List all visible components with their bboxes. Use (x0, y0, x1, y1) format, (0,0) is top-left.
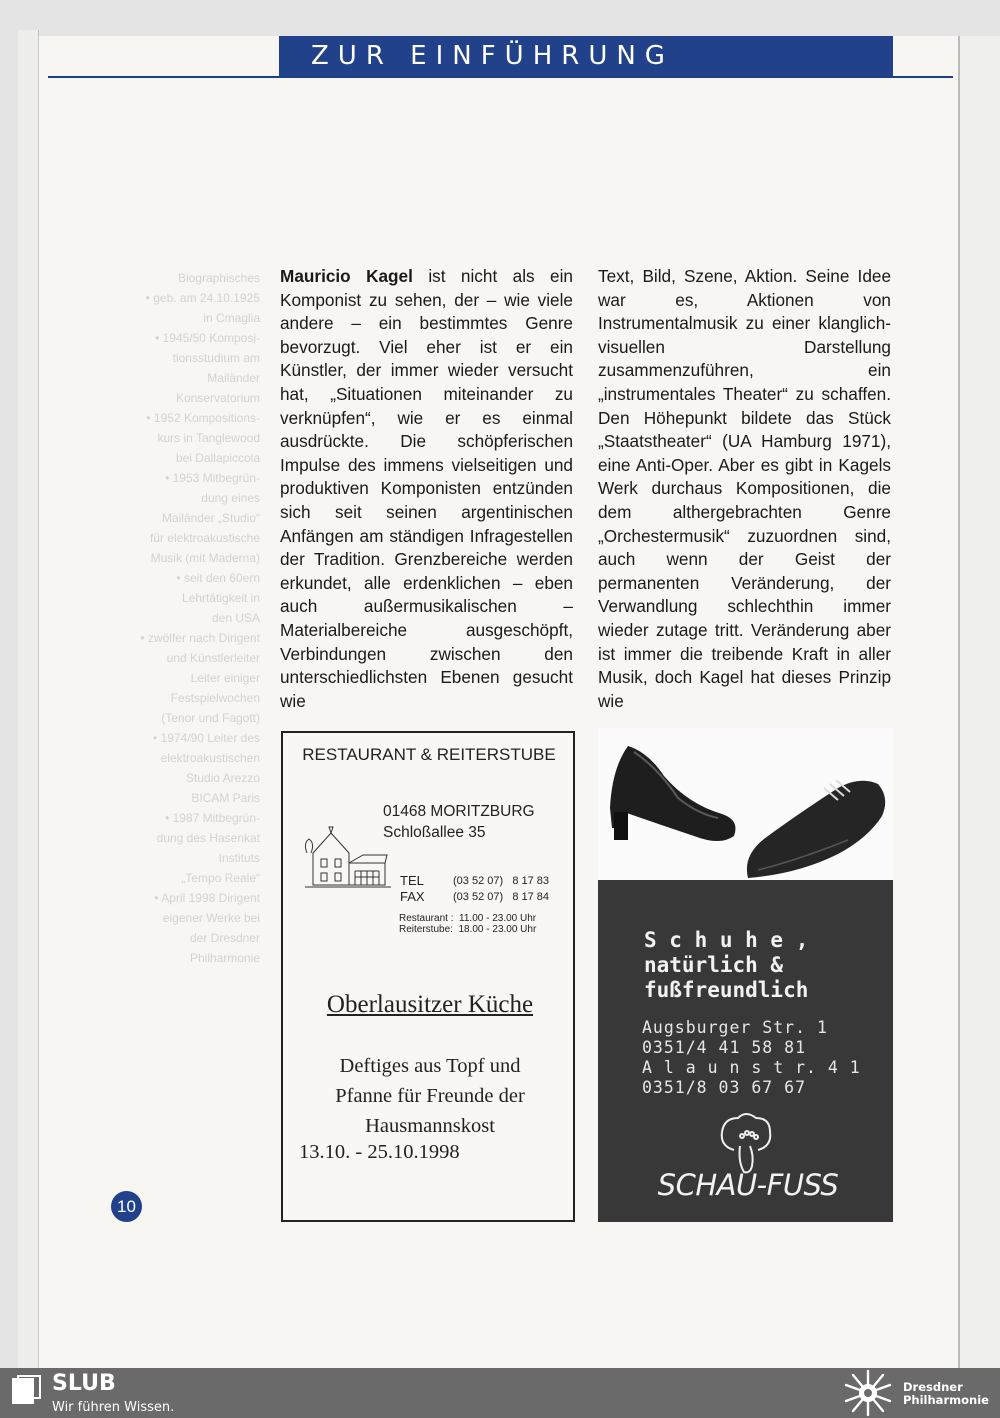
brand-logo-text: SCHAU-FUSS (657, 1168, 839, 1202)
library-tagline: Wir führen Wissen. (52, 1400, 175, 1415)
sidebar-biography: Biographisches • geb. am 24.10.1925 in Cmaglia • 1945/50 Komposi- tionsstudium am Mailänder Konservatorium • 1952 Kompositions- kurs in Tanglewood bei Dallapiccola • 1953 Mitbegrün- dung eines Mailänder „Studio“ für elektroakustische Musik (mit Maderna) • seit den 60ern Lehrtätigkeit in den USA • zwölfer nach Dirigent und Künstlerleiter Leiter einiger Festspielwochen (Tenor und Fagott) • 1974/90 Leiter des elektroakustischen Studio Arezzo BICAM Paris • 1987 Mitbegrün- dung des Hasenkat Instituts „Tempo Reale“ • April 1998 Dirigent eigener Werke bei der Dresdner Philharmonie (140, 271, 260, 965)
slogan-line-3: fußfreundlich (644, 978, 809, 1002)
column-1-text: ist nicht als ein Komponist zu sehen, der – wie viele andere – ein bestimmtes Genre bevorzugt. Viel eher ist er ein Künstler, der immer wieder versucht hat, „Situationen miteinander zu verknüpfen“, wie er es einmal ausdrückte. Die schöpferischen Impulse des immens vielseitigen und produktiven Komponisten entzünden sich seit seinen argentinischen Anfängen am ständigen Infragestellen der Tradition. Grenzbereiche werden erkundet, alle erdenklichen – eben auch außermusikalischen – Materialbereiche ausgeschöpft, Verbindungen zwischen den unterschiedlichsten Ebenen gesucht wie (280, 266, 573, 711)
cuisine-heading (297, 991, 563, 1019)
hours-reiterstube: Reiterstube: 18.00 - 23.00 Uhr (399, 924, 537, 935)
opening-hours (399, 913, 536, 935)
tel-fax-numbers (453, 873, 549, 905)
previous-page-edge (18, 30, 39, 1368)
column-2-text: Text, Bild, Szene, Aktion. Seine Idee war es, Aktionen von Instrumentalmusik zu einer klanglich-visuellen Darstellung zusammenzuführen, ein „instrumentales Theater“ zu schaffen. Den Höhepunkt bildete das Stück „Staatstheater“ (UA Hamburg 1971), eine Anti-Oper. Aber es gibt in Kagels Werk durchaus Kompositionen, die dem althergebrachten Genre „Orchestermusik“ zuzuordnen sind, auch wenn der Geist der permanenten Veränderung, der Verwandlung schlechthin immer wieder zutage tritt. Veränderung aber ist immer die treibende Kraft in aller Musik, doch Kagel hat dieses Prinzip wie (598, 266, 891, 711)
restaurant-advertisement (281, 731, 575, 1222)
slub-logo-icon (10, 1374, 42, 1406)
shoe-photo (598, 728, 893, 880)
library-name: SLUB (52, 1371, 116, 1396)
dish-description (297, 1051, 563, 1141)
tel-number: (03 52 07) 8 17 83 (453, 875, 550, 887)
article-column-2 (598, 265, 891, 713)
orchestra-line-2: Philharmonie (903, 1393, 989, 1407)
slogan-line-2: natürlich & (644, 953, 784, 977)
hours-restaurant: Restaurant : 11.00 - 23.00 Uhr (399, 913, 537, 924)
dish-line-1: Deftiges aus Topf und (339, 1055, 521, 1077)
tel-label: TEL (400, 873, 424, 888)
header-rule (48, 76, 953, 78)
fax-number: (03 52 07) 8 17 84 (453, 891, 550, 903)
shoe-slogan (644, 928, 884, 1003)
tel-fax-labels (400, 873, 425, 905)
next-page-edge (958, 36, 1000, 1368)
shoe-store-advertisement (598, 728, 893, 1222)
slogan-line-1: S c h u h e , (644, 928, 809, 952)
composer-name: Mauricio Kagel (280, 266, 413, 286)
cuisine-title: Oberlausitzer Küche (326, 991, 534, 1018)
restaurant-city: 01468 MORITZBURG (383, 803, 535, 820)
event-dates: 13.10. - 25.10.1998 (299, 1141, 460, 1163)
page-number: 10 (111, 1191, 142, 1222)
section-header: ZUR EINFÜHRUNG (279, 36, 893, 76)
philharmonie-logo-icon (842, 1369, 894, 1417)
restaurant-street: Schloßallee 35 (383, 824, 486, 841)
dish-line-2: Pfanne für Freunde der (335, 1085, 525, 1107)
shoes-icon (598, 728, 893, 880)
restaurant-name: RESTAURANT & REITERSTUBE (302, 745, 556, 764)
orchestra-line-1: Dresdner (903, 1380, 963, 1394)
orchestra-name (903, 1381, 989, 1407)
article-column-1 (280, 265, 573, 713)
house-illustration-icon (303, 813, 393, 893)
shop-addresses: Augsburger Str. 1 0351/4 41 58 81 A l a u n s t r. 4 1 0351/8 03 67 67 (642, 1018, 861, 1097)
dish-line-3: Hausmannskost (365, 1115, 495, 1137)
fax-label: FAX (400, 889, 425, 904)
